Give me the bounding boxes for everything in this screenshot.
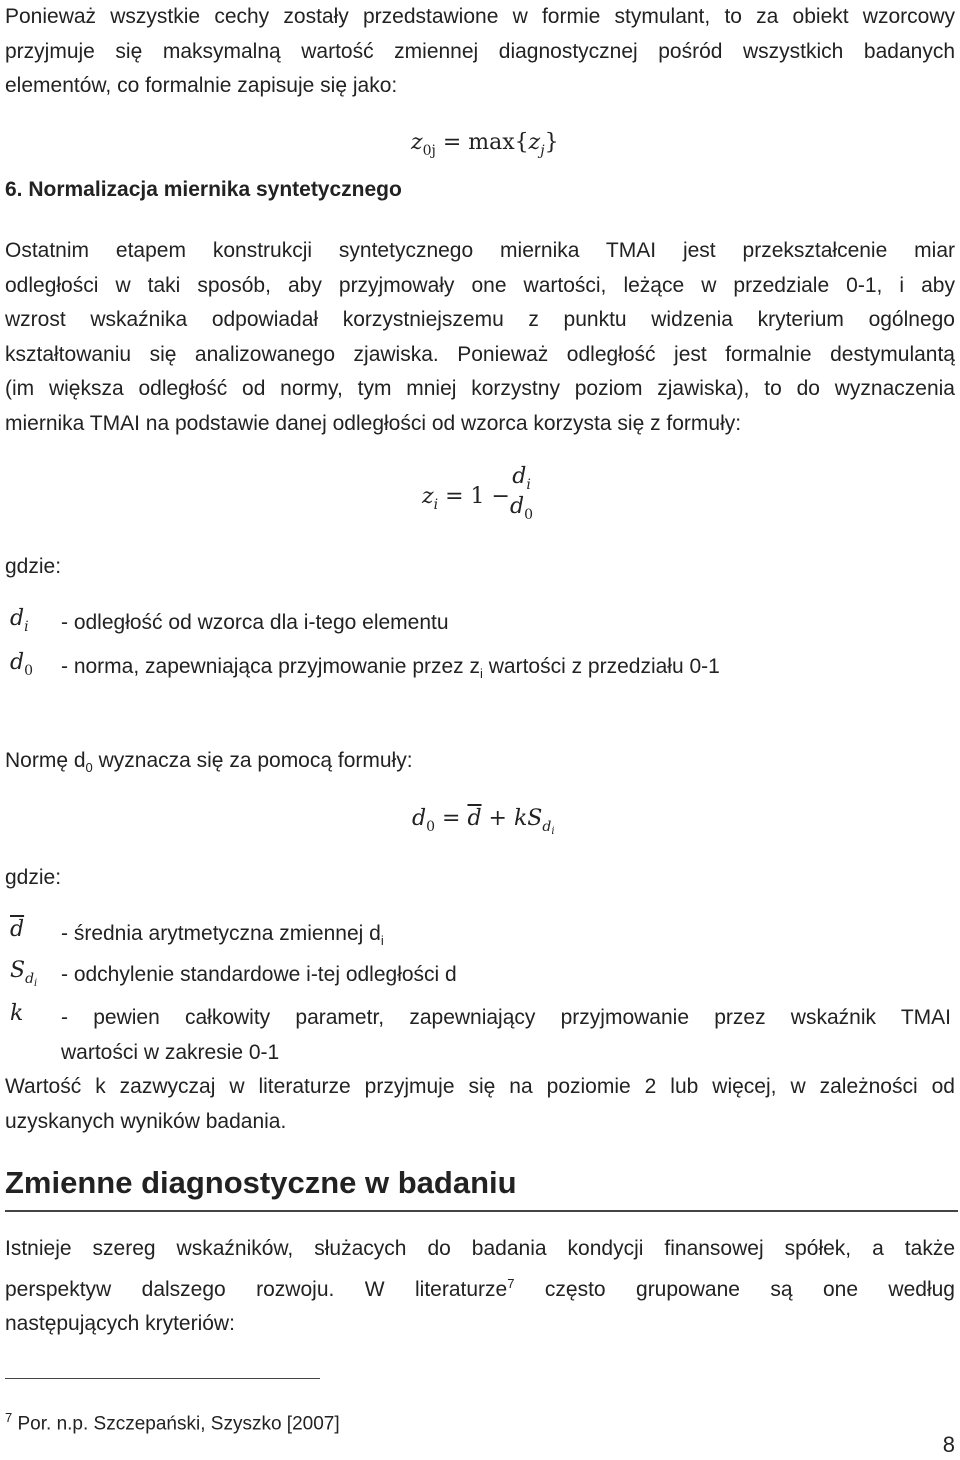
formula-symbol: d xyxy=(10,606,25,631)
formula-operator: } xyxy=(544,130,559,155)
definition-symbol xyxy=(10,606,29,635)
definition-text: - odległość od wzorca dla i-tego elementu xyxy=(61,611,449,634)
formula-operator: = max{ xyxy=(442,130,529,155)
formula-d0 xyxy=(412,806,555,837)
definition-row xyxy=(5,1001,955,1071)
indicators-paragraph xyxy=(5,1232,955,1342)
normalization-paragraph xyxy=(5,234,955,441)
fraction-numerator xyxy=(510,464,533,493)
definition-symbol xyxy=(10,650,34,679)
para-line: następujących kryteriów: xyxy=(5,1312,235,1335)
gdzie-label: gdzie: xyxy=(5,555,62,578)
para-line: Ostatnim etapem konstrukcji syntetycznego miernika TMAI jest przekształcenie miar xyxy=(5,239,955,262)
definition-text-line: wartości w zakresie 0-1 xyxy=(61,1040,280,1064)
formula-symbol: z xyxy=(528,130,541,155)
definition-symbol: $\overline{d}$ xyxy=(10,917,25,942)
formula-subscript: i xyxy=(526,477,531,493)
definition-text-line: - pewien całkowity parametr, zapewniający przyjmowanie przez wskaźnik TMAI xyxy=(61,1006,951,1029)
formula-fraction xyxy=(510,464,534,523)
para-line: (im większa odległość od normy, tym mniej korzystny poziom zjawiska), to do wyznaczenia xyxy=(5,377,955,400)
text-part: Normę d xyxy=(5,749,86,772)
para-line: Istnieje szereg wskaźników, służacych do badania kondycji finansowej spółek, a także xyxy=(5,1237,955,1260)
formula-subscript: i xyxy=(551,826,555,837)
formula-symbol: d xyxy=(512,464,527,489)
intro-paragraph xyxy=(5,0,955,104)
para-line: miernika TMAI na podstawie danej odległości od wzorca korzysta się z formuły: xyxy=(5,411,742,435)
formula-symbol: d xyxy=(10,650,25,675)
formula-zi xyxy=(422,484,510,513)
footnote-ref[interactable]: 7 xyxy=(507,1275,515,1291)
formula-operator: + kS xyxy=(488,806,543,831)
formula-subscript: 0 xyxy=(426,819,436,835)
para-line: wzrost wskaźnika odpowiadał korzystniejszemu z punktu widzenia kryterium ogólnego xyxy=(5,308,955,331)
formula-subscript xyxy=(542,819,554,835)
text-part: perspektyw dalszego rozwoju. W literaturze xyxy=(5,1277,508,1301)
formula-subscript: d xyxy=(25,971,35,987)
definition-text-part: - norma, zapewniająca przyjmowanie przez z xyxy=(61,655,481,678)
intro-line-1: Ponieważ wszystkie cechy zostały przedstawione w formie stymulant, to za obiekt wzorcowy xyxy=(5,5,955,28)
section-heading: Zmienne diagnostyczne w badaniu xyxy=(5,1165,517,1200)
intro-line-3: elementów, co formalnie zapisuje się jako: xyxy=(5,74,398,97)
page-number: 8 xyxy=(942,1432,955,1457)
fraction-denominator xyxy=(510,494,534,523)
definition-symbol xyxy=(10,958,38,989)
gdzie-label: gdzie: xyxy=(5,866,62,889)
k-value-paragraph xyxy=(5,1070,955,1139)
text-part: wyznacza się za pomocą formuły: xyxy=(92,749,413,772)
footnote-number: 7 xyxy=(5,1410,13,1425)
intro-line-2: przyjmuje się maksymalną wartość zmiennej diagnostycznej pośród wszystkich badanych xyxy=(5,39,955,63)
definition-text xyxy=(61,917,384,958)
para-line: odległości w taki sposób, aby przyjmowały one wartości, leżące w przedziale 0-1, i aby xyxy=(5,273,955,297)
para-line: Wartość k zazwyczaj w literaturze przyjmuje się na poziomie 2 lub więcej, w zależności od xyxy=(5,1075,955,1098)
text-part: często grupowane są one według xyxy=(514,1277,955,1301)
footnote-text: Por. n.p. Szczepański, Szyszko [2007] xyxy=(12,1413,340,1435)
formula-symbol: z xyxy=(411,130,423,155)
formula-subscript: d xyxy=(542,819,552,835)
formula-symbol: d xyxy=(510,494,525,519)
formula-subscript: i xyxy=(24,619,29,635)
para-line: kształtowaniu się analizowanego zjawiska. Ponieważ odległość jest formalnie destymulantą xyxy=(5,342,955,366)
formula-subscript xyxy=(25,971,37,987)
definition-row xyxy=(5,958,955,992)
formula-symbol: S xyxy=(10,958,26,983)
footnote-rule xyxy=(5,1378,320,1379)
definition-subscript: i xyxy=(380,933,384,949)
formula-subscript: i xyxy=(34,978,38,989)
definition-row xyxy=(5,917,955,951)
formula-subscript: 0 xyxy=(24,663,34,679)
definition-row xyxy=(5,650,955,684)
definition-symbol: k xyxy=(10,1001,24,1026)
footnote xyxy=(5,1410,340,1435)
formula-operator: = xyxy=(442,806,461,831)
formula-operator: = 1 − xyxy=(445,484,510,509)
definition-subscript: i xyxy=(480,666,483,682)
formula-symbol: $\overline{d}$ xyxy=(467,806,482,831)
definition-text xyxy=(61,1001,951,1070)
formula-symbol: d xyxy=(412,806,427,831)
definition-text-part: wartości z przedziału 0-1 xyxy=(482,655,720,678)
definition-row xyxy=(5,606,955,640)
section-rule xyxy=(5,1210,958,1212)
definition-text: - odchylenie standardowe i-tej odległości d xyxy=(61,963,457,986)
formula-subscript: j xyxy=(540,143,545,159)
para-line xyxy=(5,1267,955,1308)
formula-subscript: 0j xyxy=(422,143,436,159)
subsection-heading: 6. Normalizacja miernika syntetycznego xyxy=(5,178,402,201)
norma-line xyxy=(5,744,955,786)
formula-subscript: i xyxy=(433,497,439,513)
para-line: uzyskanych wyników badania. xyxy=(5,1109,287,1133)
formula-max xyxy=(411,130,559,159)
formula-symbol: z xyxy=(422,484,434,509)
formula-subscript: 0 xyxy=(524,507,534,523)
definition-text-part: - średnia arytmetyczna zmiennej d xyxy=(61,922,381,945)
text-subscript: 0 xyxy=(85,760,93,776)
definition-text xyxy=(61,650,720,691)
